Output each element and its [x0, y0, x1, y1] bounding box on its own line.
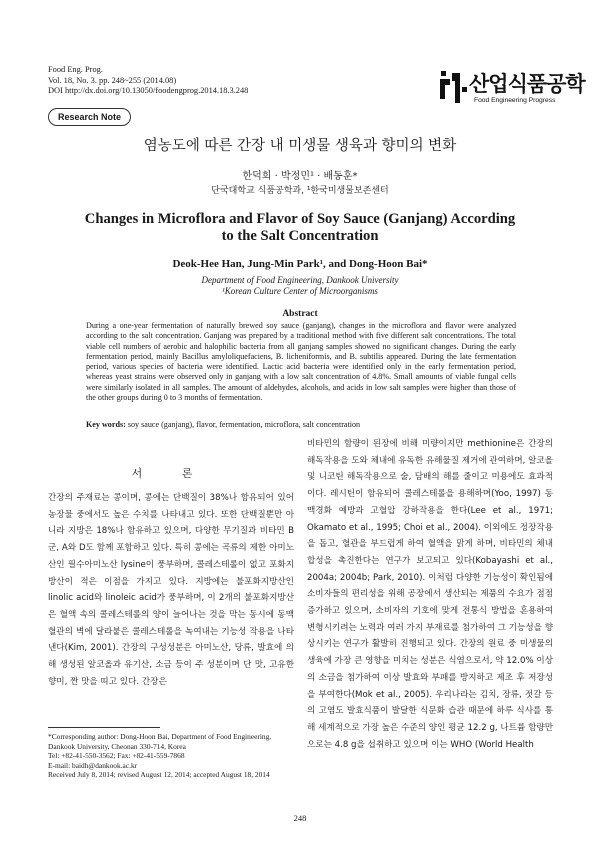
english-title-line1: Changes in Microflora and Flavor of Soy Sauce (Ganjang) According: [84, 211, 516, 227]
journal-volume: Vol. 18, No. 3. pp. 248~255 (2014.08): [48, 75, 177, 85]
footnote-author: *Corresponding author: Dong-Hoon Bai, Department of Food Engineering, Dankook University, Cheonan 330-714, Korea: [48, 732, 272, 751]
english-title-line2: to the Salt Concentration: [221, 227, 379, 244]
footnote-email: E-mail: baidh@dankook.ac.kr: [48, 760, 138, 770]
corresponding-author-footnote: [48, 732, 294, 780]
footnote-received: Received July 8, 2014; revised August 12, 2014; accepted August 18, 2014: [48, 770, 270, 779]
intro-column-right: [307, 436, 553, 753]
intro-column-left: [48, 490, 294, 690]
abstract-heading: Abstract: [282, 309, 318, 319]
keywords: [86, 420, 516, 429]
journal-logo: [438, 66, 585, 110]
footnote-divider: [48, 727, 160, 728]
logo-mark-icon: [438, 69, 470, 105]
section-heading-introduction: 서 론: [131, 467, 211, 480]
keywords-text: soy sauce (ganjang), flavor, fermentation, microflora, salt concentration: [127, 420, 361, 429]
intro-paragraph-left: 간장의 주재료는 콩이며, 콩에는 단백질이 38%나 함유되어 있어 농장물 중에서도 높은 수치를 나타내고 있다. 또한 단백질뿐만 아니라 지방은 18%나 함유하고 있으며, 다양한 무기질과 비타민 B군, A와 D도 함께 포함하고 있다. 특히 콩에는 곡류의 제한 아미노산인 필수아미노산 lysine이 풍부하며, 콜레스테롤이 없고 포화지방산이 적은 이점을 가지고 있다. 지방에는 불포화지방산인 linolic acid와 linoleic acid가 풍부하며, 이 2개의 불포화지방산은 혈액 속의 콜레스테롤의 양이 늘어나는 것을 막는 동시에 동맥혈관의 벽에 달라붙은 콜레스테롤을 녹여내는 기능성 작용을 나타낸다(Kim, 2001). 간장의 구성성분은 아미노산, 당류, 발효에 의해 생성된 알코올과 유기산, 소금 등이 주 성분이며 단 맛, 고유한 향미, 짠 맛을 띠고 있다. 간장은: [48, 493, 294, 687]
intro-paragraph-right: 비타민의 함량이 된장에 비해 미량이지만 methionine은 간장의 해독작용을 도와 체내에 유독한 유해물질 제거에 관여하며, 알코올 및 니코틴 해독작용으로 술, 담배의 해를 줄이고 미용에도 효과적이다. 레시틴이 함유되어 콜레스테롤을 용해하며(Yoo, 1997) 동맥경화 예방과 고혈압 강하작용을 한다(Lee et al., 1971; Okamato et al., 1995; Choi et al., 2004). 이외에도 정장작용을 돕고, 혈관을 부드럽게 하여 혈액을 맑게 하며, 비타민의 체내 합성을 촉진한다는 연구가 보고되고 있다(Kobayashi et al., 2004a; 2004b; Park, 2010). 이처럼 다양한 기능성이 확인됨에 소비자들의 편리성을 위해 공장에서 생산되는 제품의 수요가 점점 증가하고 있으며, 소비자의 기호에 맞게 전통식 방법을 혼용하여 변형시키려는 노력과 여러 가지 부재료를 첨가하여 그 기능성을 향상시키는 연구가 활발히 진행되고 있다. 간장의 원료 중 미생물의 생육에 가장 큰 영향을 미치는 성분은 식염으로서, 약 12.0% 이상의 소금을 첨가하여 이상 발효와 부패를 방지하고 제조 후 저장성을 부여한다(Mok et al., 2005). 우리나라는 김치, 장류, 젓갈 등의 고염도 발효식품이 발달한 식문화 습관 때문에 하루 식사를 통해 세계적으로 가장 높은 수준의 양인 평균 12.2 g, 나트륨 함량만으로는 4.8 g을 섭취하고 있으며 이는 WHO (World Health: [307, 439, 553, 750]
journal-doi: DOI http://dx.doi.org/10.13050/foodengprog.2014.18.3.248: [48, 86, 249, 96]
article-type-badge: Research Note: [48, 108, 131, 126]
footnote-phone: Tel: +82-41-550-3562; Fax: +82-41-559-7868: [48, 751, 185, 760]
journal-name: Food Eng. Prog.: [48, 65, 103, 74]
korean-authors: 한덕희 · 박정민¹ · 배동훈*: [242, 171, 358, 182]
korean-title: 염농도에 따른 간장 내 미생물 생육과 향미의 변화: [143, 138, 457, 154]
page-number: 248: [293, 813, 307, 823]
english-title: [40, 211, 560, 244]
keywords-label: Key words:: [86, 420, 126, 429]
english-authors: Deok-Hee Han, Jung-Min Park¹, and Dong-Hoon Bai*: [172, 258, 428, 270]
logo-title: 산업식품공학: [469, 72, 585, 96]
abstract-body: During a one-year fermentation of naturally brewed soy sauce (ganjang), changes in the microflora and flavor were analyzed according to the salt concentration. Ganjang was prepared by a traditional method with five different salt concentrations. The total viable cell numbers of aerobic and halophilic bacteria from all ganjang samples showed no significant changes. During the early fermentation period, mainly Bacillus amyloliquefaciens, B. licheniformis, and B. subtilis appeared. During the late fermentation period, various species of bacteria were identified. Lactic acid bacteria were identified only in the early fermentation period, whereas yeast strains were observed only in ganjang with a low salt concentration of 4.8%. Small amounts of viable fungal cells were similarly isolated in all samples. The amount of aldehydes, alcohols, and acids in low salt samples were higher than those of the other groups during 0 to 3 months of fermentation.: [86, 321, 516, 403]
english-affiliations: [40, 275, 560, 297]
english-affiliation-1: Department of Food Engineering, Dankook University: [201, 275, 399, 285]
journal-citation: [48, 65, 248, 97]
english-affiliation-2: ¹Korean Culture Center of Microorganisms: [222, 286, 378, 296]
logo-subtitle: Food Engineering Progress: [474, 97, 556, 104]
korean-affiliation: 단국대학교 식품공학과, ¹한국미생물보존센터: [211, 186, 389, 196]
